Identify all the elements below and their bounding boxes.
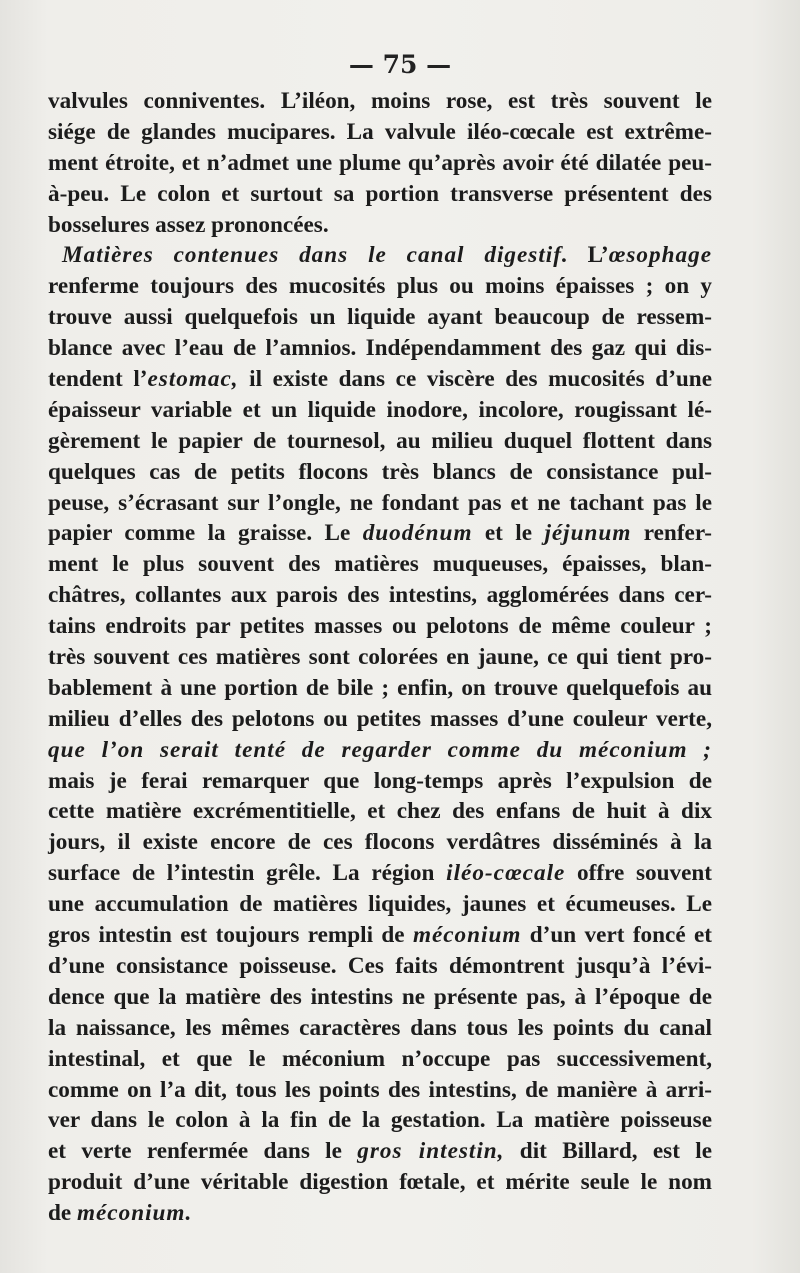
text-line bbox=[48, 333, 712, 364]
text-run: papier comme la graisse. Le bbox=[48, 520, 363, 547]
italic-text: jéjunum bbox=[544, 520, 632, 547]
text-line bbox=[48, 858, 712, 889]
text-line bbox=[48, 982, 712, 1013]
text-line bbox=[48, 86, 712, 117]
text-run: produit d’une véritable digestion fœtale, et mérite seule le nom bbox=[48, 1169, 712, 1196]
text-line bbox=[48, 395, 712, 426]
text-line bbox=[48, 920, 712, 951]
text-run: d’un vert foncé et bbox=[521, 922, 712, 949]
italic-text: méconium bbox=[412, 922, 522, 949]
text-run: épaisseur variable et un liquide inodore, incolore, rougissant lé- bbox=[48, 396, 712, 423]
text-line bbox=[48, 704, 712, 735]
text-run: bosselures assez prononcées. bbox=[48, 211, 329, 238]
text-run: intestinal, et que le méconium n’occupe pas successivement, bbox=[48, 1045, 712, 1072]
italic-text: Matières contenues dans le canal digestif. bbox=[62, 242, 569, 269]
text-line bbox=[48, 673, 712, 704]
text-line bbox=[48, 148, 712, 179]
text-line bbox=[48, 951, 712, 982]
text-run: renfer- bbox=[631, 520, 712, 547]
text-run: surface de l’intestin grêle. La région bbox=[48, 860, 447, 887]
text-line bbox=[48, 549, 712, 580]
text-run: bablement à une portion de bile ; enfin, on trouve quelquefois au bbox=[48, 674, 712, 701]
text-line bbox=[48, 1198, 712, 1229]
italic-text: œsophage bbox=[608, 242, 712, 269]
text-line bbox=[48, 179, 712, 210]
text-line bbox=[48, 735, 712, 766]
text-run: à-peu. Le colon et surtout sa portion transverse présentent des bbox=[48, 180, 712, 207]
text-line bbox=[48, 457, 712, 488]
text-line bbox=[48, 1013, 712, 1044]
text-run: ment le plus souvent des matières muqueuses, épaisses, blan- bbox=[48, 551, 712, 578]
text-line bbox=[48, 889, 712, 920]
text-line bbox=[48, 518, 712, 549]
italic-text: iléo-cœcale bbox=[446, 860, 566, 887]
text-run: milieu d’elles des pelotons ou petites masses d’une couleur verte, bbox=[48, 705, 712, 732]
text-run: d’une consistance poisseuse. Ces faits démontrent jusqu’à l’évi- bbox=[48, 952, 712, 979]
text-run: de bbox=[48, 1200, 77, 1227]
text-line bbox=[48, 766, 712, 797]
text-run: tendent l’ bbox=[48, 366, 148, 393]
text-run: jours, il existe encore de ces flocons verdâtres disséminés à la bbox=[48, 829, 712, 856]
text-run: renferme toujours des mucosités plus ou moins épaisses ; on y bbox=[48, 273, 712, 300]
text-line bbox=[48, 1105, 712, 1136]
text-run: blance avec l’eau de l’amnios. Indépendamment des gaz qui dis- bbox=[48, 335, 712, 362]
text-run: tains endroits par petites masses ou pelotons de même couleur ; bbox=[48, 613, 712, 640]
text-run: mais je ferai remarquer que long-temps après l’expulsion de bbox=[48, 767, 712, 794]
text-run: trouve aussi quelquefois un liquide ayant beaucoup de ressem- bbox=[48, 304, 712, 331]
italic-text: gros intestin, bbox=[357, 1138, 505, 1165]
text-run: la naissance, les mêmes caractères dans tous les points du canal bbox=[48, 1014, 712, 1041]
text-run: gèrement le papier de tournesol, au milieu duquel flottent dans bbox=[48, 427, 712, 454]
text-run: quelques cas de petits flocons très blancs de consistance pul- bbox=[48, 458, 712, 485]
text-line bbox=[48, 1044, 712, 1075]
text-line bbox=[48, 426, 712, 457]
text-line bbox=[48, 302, 712, 333]
text-run: cette matière excrémentitielle, et chez des enfans de huit à dix bbox=[48, 798, 712, 825]
text-run: ver dans le colon à la fin de la gestation. La matière poisseuse bbox=[48, 1107, 712, 1134]
text-line bbox=[48, 240, 712, 271]
text-run: très souvent ces matières sont colorées en jaune, ce qui tient pro- bbox=[48, 644, 712, 671]
text-line bbox=[48, 1075, 712, 1106]
text-line bbox=[48, 117, 712, 148]
text-line bbox=[48, 488, 712, 519]
text-line bbox=[48, 642, 712, 673]
text-run: une accumulation de matières liquides, jaunes et écumeuses. Le bbox=[48, 891, 712, 918]
page-number: — 75 — bbox=[348, 50, 452, 79]
text-line bbox=[48, 611, 712, 642]
italic-text: estomac, bbox=[147, 366, 239, 393]
text-line bbox=[48, 1136, 712, 1167]
text-line bbox=[48, 827, 712, 858]
text-run: dence que la matière des intestins ne présente pas, à l’époque de bbox=[48, 983, 712, 1010]
text-run: et le bbox=[472, 520, 545, 547]
text-run: et verte renfermée dans le bbox=[48, 1138, 358, 1165]
text-run: dit Billard, est le bbox=[504, 1138, 712, 1165]
text-run: gros intestin est toujours rempli de bbox=[48, 922, 413, 949]
text-run: siége de glandes mucipares. La valvule iléo-cœcale est extrême- bbox=[48, 118, 712, 145]
text-run: comme on l’a dit, tous les points des intestins, de manière à arri- bbox=[48, 1076, 712, 1103]
text-run: châtres, collantes aux parois des intestins, agglomérées dans cer- bbox=[48, 582, 712, 609]
text-line bbox=[48, 796, 712, 827]
text-line bbox=[48, 1167, 712, 1198]
text-run: il existe dans ce viscère des mucosités d’une bbox=[238, 366, 712, 393]
italic-text: que l’on serait tenté de regarder comme du méconium ; bbox=[48, 736, 712, 763]
text-run: L’ bbox=[568, 242, 609, 269]
text-run: valvules conniventes. L’iléon, moins rose, est très souvent le bbox=[48, 88, 712, 114]
text-line bbox=[48, 580, 712, 611]
italic-text: méconium. bbox=[76, 1200, 193, 1227]
text-run: peuse, s’écrasant sur l’ongle, ne fondant pas et ne tachant pas le bbox=[48, 489, 712, 516]
text-line bbox=[48, 271, 712, 302]
text-line bbox=[48, 364, 712, 395]
text-run: offre souvent bbox=[565, 860, 712, 887]
body-text bbox=[48, 86, 712, 1229]
italic-text: duodénum bbox=[362, 520, 473, 547]
text-run: ment étroite, et n’admet une plume qu’après avoir été dilatée peu- bbox=[48, 149, 712, 176]
text-line bbox=[48, 210, 712, 241]
